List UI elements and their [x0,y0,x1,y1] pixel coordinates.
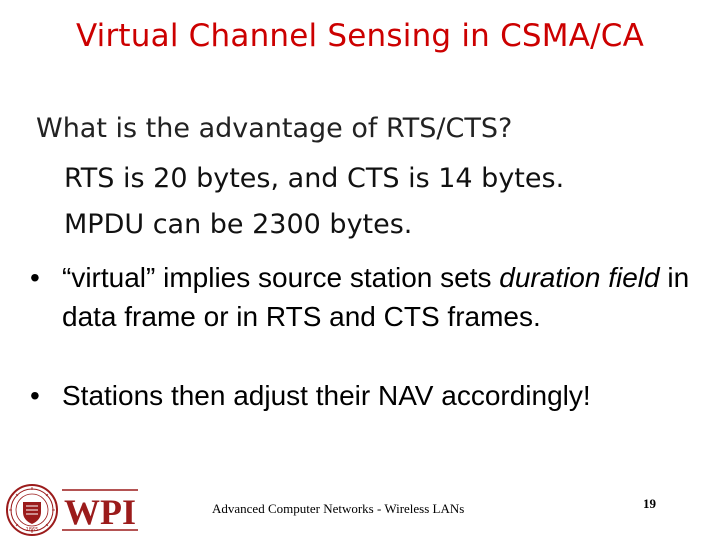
wpi-wordmark-text: WPI [64,492,136,532]
bullet-nav [30,376,702,415]
page-number: 19 [643,496,656,511]
bullet-dot: • [30,262,40,293]
subpoint-rts-cts-size: RTS is 20 bytes, and CTS is 14 bytes. [64,163,565,194]
question-line: What is the advantage of RTS/CTS? [36,113,513,144]
bullet-virtual-lead: “virtual” implies source station sets [62,262,500,293]
subpoint-mpdu-size: MPDU can be 2300 bytes. [64,209,413,240]
bullet-virtual [30,258,702,336]
wpi-wordmark-logo [60,487,140,533]
bullet-virtual-text [62,258,702,336]
wpi-seal-logo [6,484,58,536]
duration-italic: duration [499,262,601,293]
bullet-dot: • [30,380,40,411]
bullet-nav-text: Stations then adjust their NAV accordingly! [62,380,591,411]
seal-year: 1865 [25,527,39,533]
footer-text: Advanced Computer Networks - Wireless LANs [212,501,465,516]
field-italic: field [608,262,660,293]
slide-title: Virtual Channel Sensing in CSMA/CA [75,18,645,54]
bullet-virtual-rest: in data frame or in RTS and CTS frames. [62,262,690,332]
